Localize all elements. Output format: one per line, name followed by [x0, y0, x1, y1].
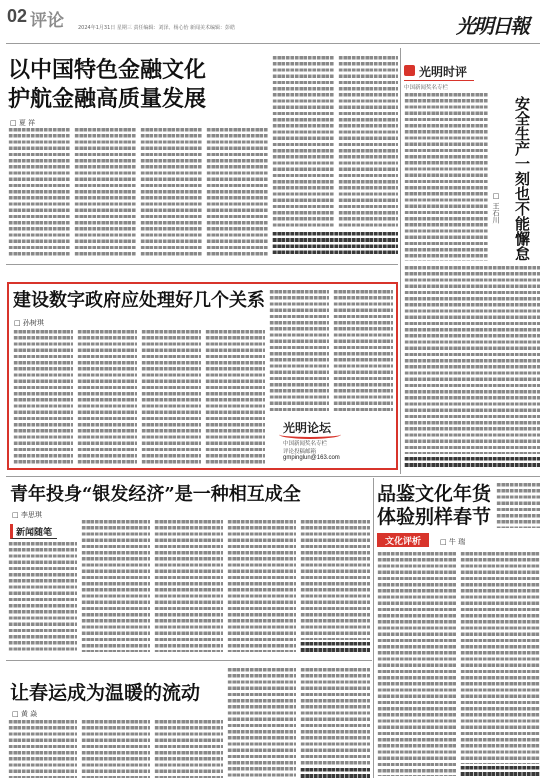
- issue-info: 2024年1月31日 星期三 责任编辑：刘泽、杨心怡 新闻美术编辑：彭皓: [78, 25, 236, 31]
- news-essay-badge: [10, 524, 57, 539]
- column-badge-label: 光明时评: [419, 65, 468, 79]
- headline-line-2: 护航金融高质量发展: [8, 86, 207, 112]
- article-body-text: [206, 128, 268, 256]
- article-body-text: [154, 720, 223, 778]
- article-body-text: [300, 668, 370, 766]
- headline-line-2: 体验别样春节: [377, 506, 492, 528]
- article-body-text: [141, 330, 201, 464]
- article-body-text: [377, 552, 456, 776]
- article-body-text: [77, 330, 137, 464]
- page-number: 02: [7, 6, 28, 26]
- article-body-text: [81, 520, 150, 652]
- section-name: 评论: [30, 11, 64, 31]
- masthead-logo: 光明日報: [456, 14, 528, 38]
- headline-line-1: 以中国特色金融文化: [8, 57, 207, 83]
- article-body-text: [300, 520, 370, 640]
- article-divider: [6, 264, 398, 265]
- article-body-text: [13, 330, 73, 464]
- headline: 安全生产一刻也不能懈怠: [513, 96, 531, 261]
- article-body-text: [227, 668, 296, 778]
- headline: 青年投身“银发经济”是一种相互成全: [10, 484, 301, 505]
- author-note: [300, 642, 370, 652]
- column-divider: [400, 48, 401, 474]
- culture-review-badge: [377, 533, 429, 547]
- author-note: [460, 766, 540, 776]
- article-body-text: [404, 93, 488, 261]
- column-subtitle: 中国新闻奖名专栏: [404, 85, 449, 91]
- section-divider: [6, 476, 540, 477]
- byline: □ 牛 瑞: [440, 538, 466, 546]
- author-note: [272, 232, 398, 256]
- article-body-text: [496, 483, 540, 528]
- header-divider: [6, 43, 540, 44]
- byline: □ 黄 焱: [12, 710, 38, 718]
- article-body-text: [140, 128, 202, 256]
- forum-email: gmpinglun@163.com: [283, 455, 340, 461]
- forum-column-logo: [275, 418, 391, 464]
- culture-review-badge-label: 文化评析: [384, 537, 421, 547]
- badge-mark-icon: [404, 65, 415, 76]
- article-body-text: [81, 720, 150, 778]
- byline: □ 夏 祥: [10, 119, 36, 127]
- article-body-text: [8, 720, 77, 778]
- article-divider: [6, 660, 372, 661]
- headline-line-1: 品鉴文化年货: [377, 483, 492, 505]
- headline: 建设数字政府应处理好几个关系: [13, 290, 265, 311]
- forum-email-label: 评论投稿邮箱: [283, 449, 317, 455]
- article-body-text: [154, 520, 223, 652]
- byline: □ 孙树琪: [14, 319, 44, 327]
- article-body-text: [227, 520, 296, 652]
- forum-name: 光明论坛: [283, 421, 332, 435]
- article-body-text: [333, 290, 393, 414]
- article-body-text: [269, 290, 329, 414]
- article-body-text: [205, 330, 265, 464]
- byline: □ 王石川: [492, 192, 500, 224]
- author-note: [300, 768, 370, 778]
- author-note: [404, 457, 540, 469]
- article-body-text: [8, 128, 70, 256]
- article-body-text: [74, 128, 136, 256]
- byline: □ 李思琪: [12, 511, 42, 519]
- article-body-text: [460, 552, 540, 764]
- forum-subtitle: 中国新闻奖名专栏: [283, 441, 328, 447]
- headline: 让春运成为温暖的流动: [10, 682, 201, 704]
- column-divider: [373, 478, 374, 778]
- article-body-text: [404, 266, 540, 454]
- article-body-text: [272, 56, 334, 228]
- news-essay-badge-label: 新闻随笔: [16, 528, 53, 538]
- article-body-text: [338, 56, 398, 228]
- article-body-text: [8, 542, 77, 652]
- column-badge: [404, 62, 474, 81]
